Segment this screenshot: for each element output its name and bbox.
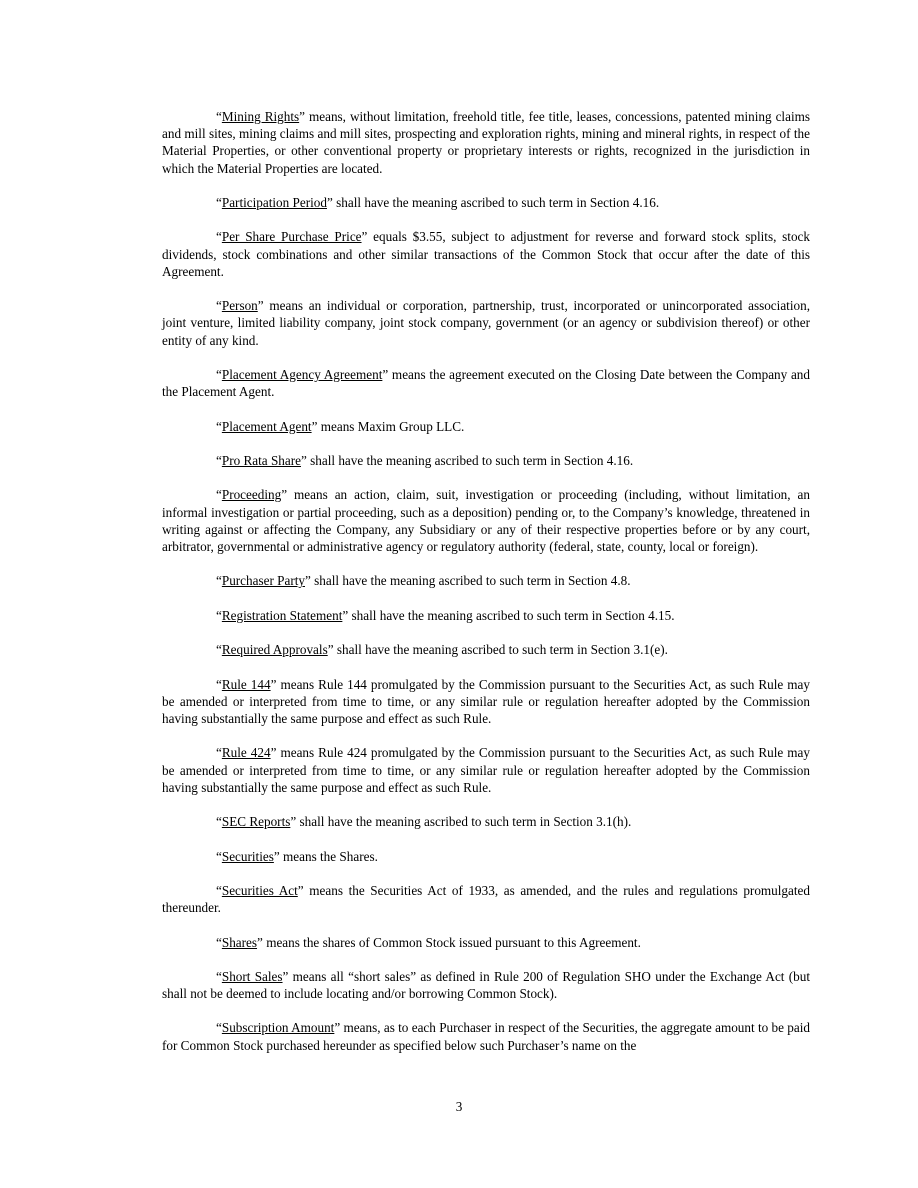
definition-text: shall have the meaning ascribed to such term in Section 4.15. xyxy=(348,607,675,623)
defined-term: Purchaser Party xyxy=(221,573,305,589)
definition-text: equals $3.55, subject to adjustment for reverse and forward stock splits, stock dividends, stock combinations and other similar transactions of the Common Stock that occur after the date of this Agreement. xyxy=(162,229,810,279)
defined-term: Securities Act xyxy=(221,882,298,898)
definition-subscription-amount: “Subscription Amount” means, as to each Purchaser in respect of the Securities, the aggregate amount to be paid for Common Stock purchased hereunder as specified below such Purchaser’s name on the xyxy=(162,1020,811,1053)
definition-text: means, without limitation, freehold title, fee title, leases, concessions, patented mining claims and mill sites, mining claims and mill sites, prospecting and exploration rights, mining and mineral rights, in respect of the Material Properties, or other conventional property or proprietary interests or rights, recognized in the jurisdiction in which the Material Properties are located. xyxy=(162,109,810,176)
definition-rule-424: “Rule 424” means Rule 424 promulgated by the Commission pursuant to the Securities Act, as such Rule may be amended or interpreted from time to time, or any similar rule or regulation hereafter adopted by the Commission having substantially the same purpose and effect as such Rule. xyxy=(162,745,810,795)
definition-person: “Person” means an individual or corporation, partnership, trust, incorporated or unincorporated association, joint venture, limited liability company, joint stock company, government (or an agency or subdivision thereof) or other entity of any kind. xyxy=(162,298,810,348)
definition-text: means an individual or corporation, partnership, trust, incorporated or unincorporated association, joint venture, limited liability company, joint stock company, government (or an agency or subdivision thereof) or other entity of any kind. xyxy=(162,298,810,348)
defined-term: Rule 144 xyxy=(221,676,271,692)
defined-term: Participation Period xyxy=(221,195,327,210)
defined-term: Per Share Purchase Price xyxy=(221,229,362,245)
definition-proceeding: “Proceeding” means an action, claim, suit, investigation or proceeding (including, without limitation, an informal investigation or partial proceeding, such as a deposition) pending or, to the Company’s knowledge, threatened in writing against or affecting the Company, any Subsidiary or any of their respective properties before or by any court, arbitrator, governmental or administrative agency or regulatory authority (federal, state, county, local or foreign). xyxy=(162,487,810,554)
page-number: 3 xyxy=(455,1099,463,1114)
definition-text: means the Shares. xyxy=(279,848,378,864)
definition-text: means Rule 144 promulgated by the Commission pursuant to the Securities Act, as such Rule may be amended or interpreted from time to time, or any similar rule or regulation hereafter adopted by the Commission having substantially the same purpose and effect as such Rule. xyxy=(162,676,810,726)
definition-text: shall have the meaning ascribed to such term in Section 3.1(e). xyxy=(333,642,668,658)
definition-text: means the agreement executed on the Closing Date between the Company and the Placement Agent. xyxy=(162,366,810,400)
definition-sec-reports: “SEC Reports” shall have the meaning ascribed to such term in Section 3.1(h). xyxy=(216,814,632,830)
definition-text: means the shares of Common Stock issued pursuant to this Agreement. xyxy=(262,934,641,950)
defined-term: Mining Rights xyxy=(221,109,300,124)
definition-text: shall have the meaning ascribed to such term in Section 4.16. xyxy=(306,452,634,468)
defined-term: Shares xyxy=(221,934,258,950)
defined-term: Placement Agent xyxy=(221,418,312,434)
definition-shares: “Shares” means the shares of Common Stock issued pursuant to this Agreement. xyxy=(216,934,641,950)
definition-text: shall have the meaning ascribed to such term in Section 4.8. xyxy=(310,573,631,589)
definition-rule-144: “Rule 144” means Rule 144 promulgated by the Commission pursuant to the Securities Act, as such Rule may be amended or interpreted from time to time, or any similar rule or regulation hereafter adopted by the Commission having substantially the same purpose and effect as such Rule. xyxy=(162,676,810,726)
definition-purchaser-party: “Purchaser Party” shall have the meaning ascribed to such term in Section 4.8. xyxy=(216,573,631,589)
definition-text: means an action, claim, suit, investigation or proceeding (including, without limitation, an informal investigation or partial proceeding, such as a deposition) pending or, to the Company’s knowledge, threatened in writing against or affecting the Company, any Subsidiary or any of their respective properties before or by any court, arbitrator, governmental or administrative agency or regulatory authority (federal, state, county, local or foreign). xyxy=(162,487,810,554)
definition-text: means Maxim Group LLC. xyxy=(317,418,465,434)
definition-required-approvals: “Required Approvals” shall have the meaning ascribed to such term in Section 3.1(e). xyxy=(216,642,668,658)
definitions-section xyxy=(162,108,810,1071)
defined-term: Rule 424 xyxy=(221,745,271,761)
definition-participation-period: “Participation Period” shall have the meaning ascribed to such term in Section 4.16. xyxy=(216,195,660,210)
definition-pro-rata-share: “Pro Rata Share” shall have the meaning ascribed to such term in Section 4.16. xyxy=(216,452,634,468)
definition-per-share-purchase-price: “Per Share Purchase Price” equals $3.55, subject to adjustment for reverse and forward stock splits, stock dividends, stock combinations and other similar transactions of the Common Stock that occur after the date of this Agreement. xyxy=(162,229,810,279)
definition-registration-statement: “Registration Statement” shall have the meaning ascribed to such term in Section 4.15. xyxy=(216,607,675,623)
definition-placement-agent: “Placement Agent” means Maxim Group LLC. xyxy=(216,418,465,434)
defined-term: Securities xyxy=(221,848,274,864)
definition-securities: “Securities” means the Shares. xyxy=(216,848,378,864)
definition-placement-agency-agreement: “Placement Agency Agreement” means the agreement executed on the Closing Date between the Company and the Placement Agent. xyxy=(162,366,810,400)
defined-term: Pro Rata Share xyxy=(221,452,301,468)
definition-text: means Rule 424 promulgated by the Commission pursuant to the Securities Act, as such Rule may be amended or interpreted from time to time, or any similar rule or regulation hereafter adopted by the Commission having substantially the same purpose and effect as such Rule. xyxy=(162,745,810,795)
definition-text: shall have the meaning ascribed to such term in Section 3.1(h). xyxy=(296,814,632,830)
definition-securities-act: “Securities Act” means the Securities Act of 1933, as amended, and the rules and regulations promulgated thereunder. xyxy=(162,882,810,916)
definition-text: means, as to each Purchaser in respect of the Securities, the aggregate amount to be paid for Common Stock purchased hereunder as specified below such Purchaser’s name on the xyxy=(162,1020,811,1053)
defined-term: Proceeding xyxy=(221,487,282,503)
defined-term: Person xyxy=(221,298,258,314)
defined-term: Registration Statement xyxy=(221,607,343,623)
definition-text: shall have the meaning ascribed to such term in Section 4.16. xyxy=(332,195,660,210)
definition-mining-rights: “Mining Rights” means, without limitation, freehold title, fee title, leases, concessions, patented mining claims and mill sites, mining claims and mill sites, prospecting and exploration rights, mining and mineral rights, in respect of the Material Properties, or other conventional property or proprietary interests or rights, recognized in the jurisdiction in which the Material Properties are located. xyxy=(162,109,810,176)
defined-term: Short Sales xyxy=(221,968,283,984)
definition-text: means the Securities Act of 1933, as amended, and the rules and regulations promulgated thereunder. xyxy=(162,882,810,916)
definition-text: means all “short sales” as defined in Rule 200 of Regulation SHO under the Exchange Act (but shall not be deemed to include locating and/or borrowing Common Stock). xyxy=(162,968,810,1002)
defined-term: SEC Reports xyxy=(221,814,291,830)
defined-term: Placement Agency Agreement xyxy=(221,366,383,382)
defined-term: Subscription Amount xyxy=(221,1020,335,1036)
defined-term: Required Approvals xyxy=(221,642,328,658)
definition-short-sales: “Short Sales” means all “short sales” as defined in Rule 200 of Regulation SHO under the Exchange Act (but shall not be deemed to include locating and/or borrowing Common Stock). xyxy=(162,968,810,1002)
